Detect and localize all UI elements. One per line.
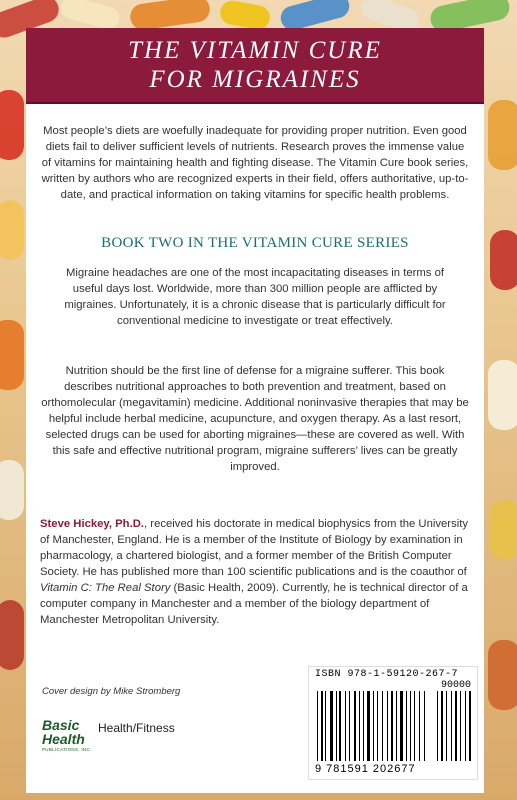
barcode-stripe (451, 691, 452, 761)
barcode-stripe (334, 691, 335, 761)
barcode-stripe (330, 691, 333, 761)
barcode-stripe (382, 691, 383, 761)
barcode-stripe (357, 691, 358, 761)
barcode-stripe (387, 691, 388, 761)
barcode-stripe (444, 691, 445, 761)
barcode-stripe (446, 691, 447, 761)
barcode-stripe (361, 691, 363, 761)
title-banner (26, 28, 484, 104)
barcode-stripe (363, 691, 364, 761)
barcode-stripe (350, 691, 353, 761)
description-paragraph-2: Nutrition should be the first line of defense for a migraine sufferer. This book describes nutritional approaches to both prevention and treatment, based on orthomolecular (megavitamin) medicine. Additional noninvasive therapies that may be helpful include herbal medicine, acupuncture, and oxygen therapy. As a last resort, selected drugs can be used for aborting migraines—these are covered as well. With this safe and effective nutritional program, migraine sufferers’ lives can be greatly improved. (41, 365, 469, 473)
barcode-stripe (465, 691, 466, 761)
barcode-stripe (467, 691, 468, 761)
author-bio (40, 516, 470, 628)
barcode-stripe (424, 691, 425, 761)
barcode-stripe (455, 691, 457, 761)
barcode-stripe (462, 691, 464, 761)
book-title-line-1: THE VITAMIN CURE (128, 37, 382, 64)
author-name: Steve Hickey, Ph.D. (40, 518, 145, 530)
barcode-stripe (321, 691, 323, 761)
barcode-stripe (379, 691, 381, 761)
price-barcode (437, 691, 471, 761)
barcode-stripe (400, 691, 403, 761)
barcode-stripe (396, 691, 397, 761)
barcode-stripe (324, 691, 325, 761)
barcode-stripe (410, 691, 412, 761)
author-bio-text-1: , received his doctorate in medical biophysics from the University of Manchester, England. He is a member of the Institute of Biology by examination in pharmacology, a chartered biologist, and a former member of the British Computer Society. He has published more than 100 scientific publications and is the coauthor of (40, 518, 469, 578)
publisher-logo-line-2: Health (42, 731, 85, 747)
barcode-stripe (347, 691, 348, 761)
price-code: 90000 (440, 680, 471, 691)
cover-design-credit: Cover design by Mike Stromberg (42, 686, 181, 697)
barcode-stripe (406, 691, 407, 761)
referenced-book-title: Vitamin C: The Real Story (40, 582, 171, 594)
barcode-stripe (354, 691, 356, 761)
barcode-stripe (365, 691, 366, 761)
barcode-stripe (437, 691, 438, 761)
barcode-stripe (373, 691, 375, 761)
publisher-logo-line-3: PUBLICATIONS, INC. (42, 747, 92, 752)
book-title-line-2: FOR MIGRAINES (149, 66, 361, 93)
barcode-stripe (419, 691, 420, 761)
barcode-stripe (412, 691, 413, 761)
barcode-stripe (377, 691, 378, 761)
barcode-stripe (453, 691, 454, 761)
barcode-stripe (408, 691, 409, 761)
barcode-stripe (319, 691, 320, 761)
barcode-stripe (458, 691, 459, 761)
barcode-stripe (389, 691, 390, 761)
barcode-stripe (317, 691, 318, 761)
barcode-stripe (327, 691, 329, 761)
barcode-stripe (339, 691, 341, 761)
series-intro: Most people’s diets are woefully inadequate for providing proper nutrition. Even good diets fail to deliver sufficient levels of nutrients. Research proves the immense value of vitamins for maintaining health and fighting disease. The Vitamin Cure book series, written by authors who are recognized experts in their field, offers authoritative, up-to-date, and practical information on taking vitamins for specific health problems. (41, 125, 469, 201)
book-category: Health/Fitness (98, 721, 175, 735)
barcode-stripe (448, 691, 450, 761)
barcode-stripe (375, 691, 376, 761)
series-heading: BOOK TWO IN THE VITAMIN CURE SERIES (101, 235, 409, 251)
barcode-stripe (345, 691, 346, 761)
barcode-stripe (337, 691, 338, 761)
barcode-stripe (441, 691, 443, 761)
barcode-stripe (349, 691, 350, 761)
barcode-stripe (391, 691, 393, 761)
back-cover (26, 28, 484, 793)
barcode-number: 9 781591 202677 (315, 763, 416, 775)
barcode-block (308, 666, 478, 780)
barcode-stripe (336, 691, 337, 761)
barcode-stripe (404, 691, 405, 761)
isbn-label: ISBN 978-1-59120-267-7 (315, 669, 459, 680)
barcode-stripe (371, 691, 372, 761)
publisher-logo (42, 718, 96, 760)
barcode-stripe (421, 691, 424, 761)
barcode-stripe (398, 691, 400, 761)
barcode-stripe (342, 691, 344, 761)
barcode-stripe (325, 691, 326, 761)
barcode-stripe (359, 691, 360, 761)
publisher-logo-line-1: Basic (42, 717, 80, 733)
barcode-stripe (394, 691, 395, 761)
isbn-barcode (317, 691, 427, 761)
barcode-stripe (414, 691, 415, 761)
barcode-stripe (439, 691, 440, 761)
barcode-stripe (426, 691, 427, 761)
barcode-stripe (384, 691, 387, 761)
author-bio-text-2: (Basic Health, 2009). Currently, he is technical director of a computer company in Manchester and a member of the biology department of Manchester Metropolitan University. (40, 582, 468, 626)
barcode-stripe (469, 691, 471, 761)
barcode-stripe (367, 691, 370, 761)
description-paragraph-1: Migraine headaches are one of the most incapacitating diseases in terms of useful days lost. Worldwide, more than 300 million people are afflicted by migraines. Unfortunately, it is a chronic disease that is particularly difficult for conventional medicine to investigate or treat effectively. (64, 267, 446, 327)
barcode-stripe (416, 691, 418, 761)
barcode-stripe (460, 691, 461, 761)
